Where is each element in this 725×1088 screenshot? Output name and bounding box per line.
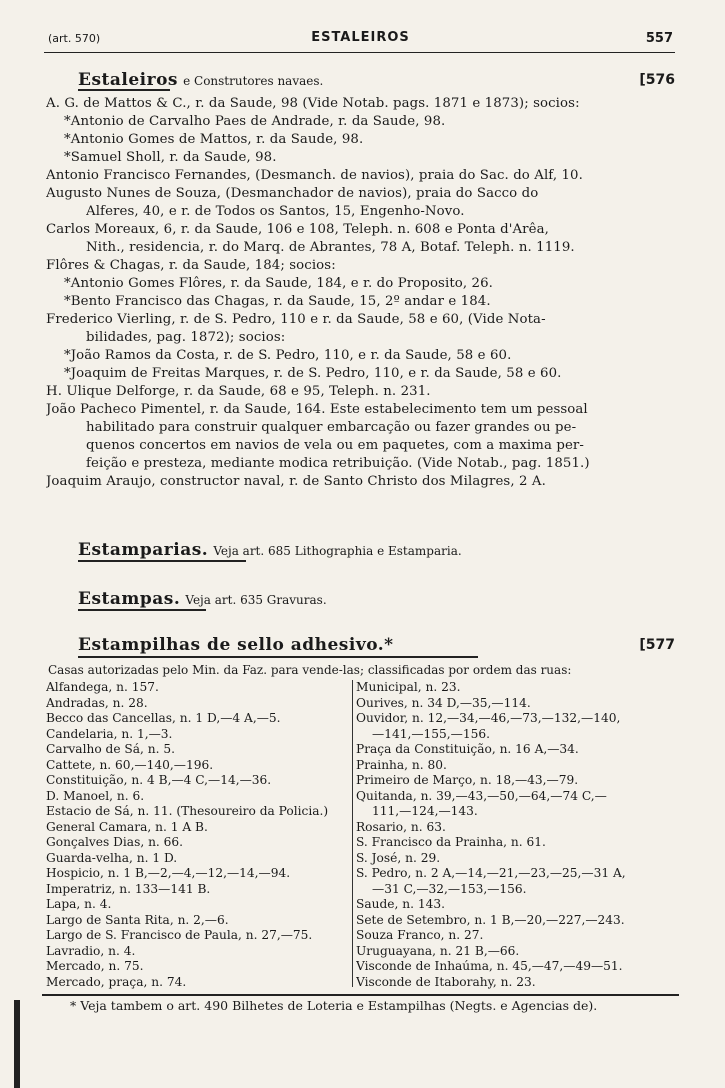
list-item: Guarda-velha, n. 1 D. (46, 850, 178, 865)
entry-line: Carlos Moreaux, 6, r. da Saude, 106 e 108, Teleph. n. 608 e Ponta d'Arêa, (46, 222, 549, 237)
list-item: Praça da Constituição, n. 16 A,—34. (356, 742, 579, 756)
list-item: Imperatriz, n. 133—141 B. (46, 881, 211, 896)
section-576-subtitle: e Construtores navaes. (183, 74, 324, 88)
entry-line: A. G. de Mattos & C., r. da Saude, 98 (Vide Notab. pags. 1871 e 1873); socios: (46, 96, 580, 111)
header-article-ref: (art. 570) (48, 32, 101, 45)
entry-line: H. Ulique Delforge, r. da Saude, 68 e 95, Teleph. n. 231. (46, 384, 431, 399)
entry-line: *Joaquim de Freitas Marques, r. de S. Pedro, 110, e r. da Saude, 58 e 60. (64, 366, 562, 381)
estampas-text: Veja art. 635 Gravuras. (185, 593, 327, 607)
list-item: Largo de S. Francisco de Paula, n. 27,—75. (46, 928, 313, 942)
list-item: S. Francisco da Prainha, n. 61. (356, 835, 546, 849)
list-item: Lavradio, n. 4. (46, 943, 136, 958)
estamparias-underline (78, 560, 246, 562)
list-item: D. Manoel, n. 6. (46, 788, 145, 803)
list-item: Saude, n. 143. (356, 897, 445, 911)
estampas-underline (78, 609, 206, 611)
list-item: Rosario, n. 63. (356, 819, 446, 834)
entry-line: feição e presteza, mediante modica retribuição. (Vide Notab., pag. 1851.) (86, 456, 590, 471)
entry-line: quenos concertos em navios de vela ou em paquetes, com a maxima per- (86, 438, 584, 453)
list-item: S. José, n. 29. (356, 850, 441, 865)
list-item: —31 C,—32,—153,—156. (372, 881, 527, 896)
list-item: Prainha, n. 80. (356, 757, 447, 772)
list-item: Ouvidor, n. 12,—34,—46,—73,—132,—140, (356, 711, 621, 725)
entry-line: habilitado para construir qualquer embarcação ou fazer grandes ou pe- (86, 420, 577, 435)
list-item: Primeiro de Março, n. 18,—43,—79. (356, 773, 579, 787)
list-item: Souza Franco, n. 27. (356, 928, 484, 942)
entry-line: Frederico Vierling, r. de S. Pedro, 110 e r. da Saude, 58 e 60, (Vide Nota- (46, 312, 546, 327)
list-item: Visconde de Inhaúma, n. 45,—47,—49—51. (356, 959, 623, 973)
estampas-title: Estampas. (78, 589, 181, 609)
page-header (48, 30, 673, 50)
entry-line: Augusto Nunes de Souza, (Desmanchador de navios), praia do Sacco do (46, 186, 539, 201)
list-item: Alfandega, n. 157. (46, 680, 159, 694)
entry-line: Antonio Francisco Fernandes, (Desmanch. de navios), praia do Sac. do Alf, 10. (46, 168, 583, 183)
list-item: S. Pedro, n. 2 A,—14,—21,—23,—25,—31 A, (356, 866, 626, 880)
streets-left-column (46, 680, 353, 987)
list-item: Hospicio, n. 1 B,—2,—4,—12,—14,—94. (46, 866, 291, 880)
list-item: General Camara, n. 1 A B. (46, 819, 208, 834)
list-item: Ourives, n. 34 D,—35,—114. (356, 695, 531, 710)
entry-line: Alferes, 40, e r. de Todos os Santos, 15, Engenho-Novo. (86, 204, 465, 219)
list-item: Sete de Setembro, n. 1 B,—20,—227,—243. (356, 912, 625, 927)
list-item: Mercado, praça, n. 74. (46, 974, 187, 989)
list-item: Mercado, n. 75. (46, 959, 144, 973)
section-576-title: Estaleiros (78, 70, 178, 90)
list-item: Uruguayana, n. 21 B,—66. (356, 943, 520, 958)
list-item: 111,—124,—143. (372, 804, 478, 818)
section-576-number: [576 (639, 72, 675, 88)
binding-edge (14, 1000, 20, 1088)
list-item: Largo de Santa Rita, n. 2,—6. (46, 912, 229, 927)
entry-line: *Antonio Gomes de Mattos, r. da Saude, 98. (64, 132, 364, 147)
page-number: 557 (645, 31, 673, 46)
list-item: Estacio de Sá, n. 11. (Thesoureiro da Policia.) (46, 804, 329, 818)
section-576-underline (78, 89, 170, 91)
streets-right-column (356, 680, 678, 990)
entry-line: *Bento Francisco das Chagas, r. da Saude, 15, 2º andar e 184. (64, 294, 491, 309)
list-item: Municipal, n. 23. (356, 680, 461, 694)
list-item: —141,—155,—156. (372, 726, 490, 741)
list-item: Candelaria, n. 1,—3. (46, 726, 173, 741)
list-item: Gonçalves Dias, n. 66. (46, 835, 184, 849)
entry-line: Flôres & Chagas, r. da Saude, 184; socios: (46, 258, 336, 273)
estamparias-text: Veja art. 685 Lithographia e Estamparia. (213, 544, 462, 558)
entry-line: Nith., residencia, r. do Marq. de Abrantes, 78 A, Botaf. Teleph. n. 1119. (86, 240, 575, 255)
entry-line: *João Ramos da Costa, r. de S. Pedro, 110, e r. da Saude, 58 e 60. (64, 348, 512, 363)
section-577-underline (78, 656, 478, 658)
list-item: Andradas, n. 28. (46, 695, 148, 710)
list-item: Cattete, n. 60,—140,—196. (46, 757, 214, 772)
entry-line: bilidades, pag. 1872); socios: (86, 330, 286, 345)
footnote: * Veja tambem o art. 490 Bilhetes de Loteria e Estampilhas (Negts. e Agencias de). (70, 998, 598, 1013)
footnote-rule (42, 994, 679, 996)
list-item: Becco das Cancellas, n. 1 D,—4 A,—5. (46, 711, 281, 725)
entry-line: *Samuel Sholl, r. da Saude, 98. (64, 150, 277, 165)
list-item: Visconde de Itaborahy, n. 23. (356, 974, 536, 989)
list-item: Lapa, n. 4. (46, 897, 112, 911)
section-577-number: [577 (639, 637, 675, 653)
list-item: Quitanda, n. 39,—43,—50,—64,—74 C,— (356, 788, 607, 803)
section-577-intro: Casas autorizadas pelo Min. da Faz. para vende-las; classificadas por ordem das ruas: (48, 663, 572, 677)
estamparias-title: Estamparias. (78, 540, 209, 560)
entry-line: *Antonio Gomes Flôres, r. da Saude, 184, e r. do Proposito, 26. (64, 276, 493, 291)
header-rule (44, 52, 675, 53)
list-item: Constituição, n. 4 B,—4 C,—14,—36. (46, 773, 272, 787)
entry-line: *Antonio de Carvalho Paes de Andrade, r. da Saude, 98. (64, 114, 446, 129)
header-title: ESTALEIROS (311, 30, 410, 45)
list-item: Carvalho de Sá, n. 5. (46, 742, 176, 756)
section-577-title: Estampilhas de sello adhesivo.* (78, 635, 394, 655)
entry-line: João Pacheco Pimentel, r. da Saude, 164. Este estabelecimento tem um pessoal (46, 402, 588, 417)
entry-line: Joaquim Araujo, constructor naval, r. de Santo Christo dos Milagres, 2 A. (46, 474, 546, 489)
